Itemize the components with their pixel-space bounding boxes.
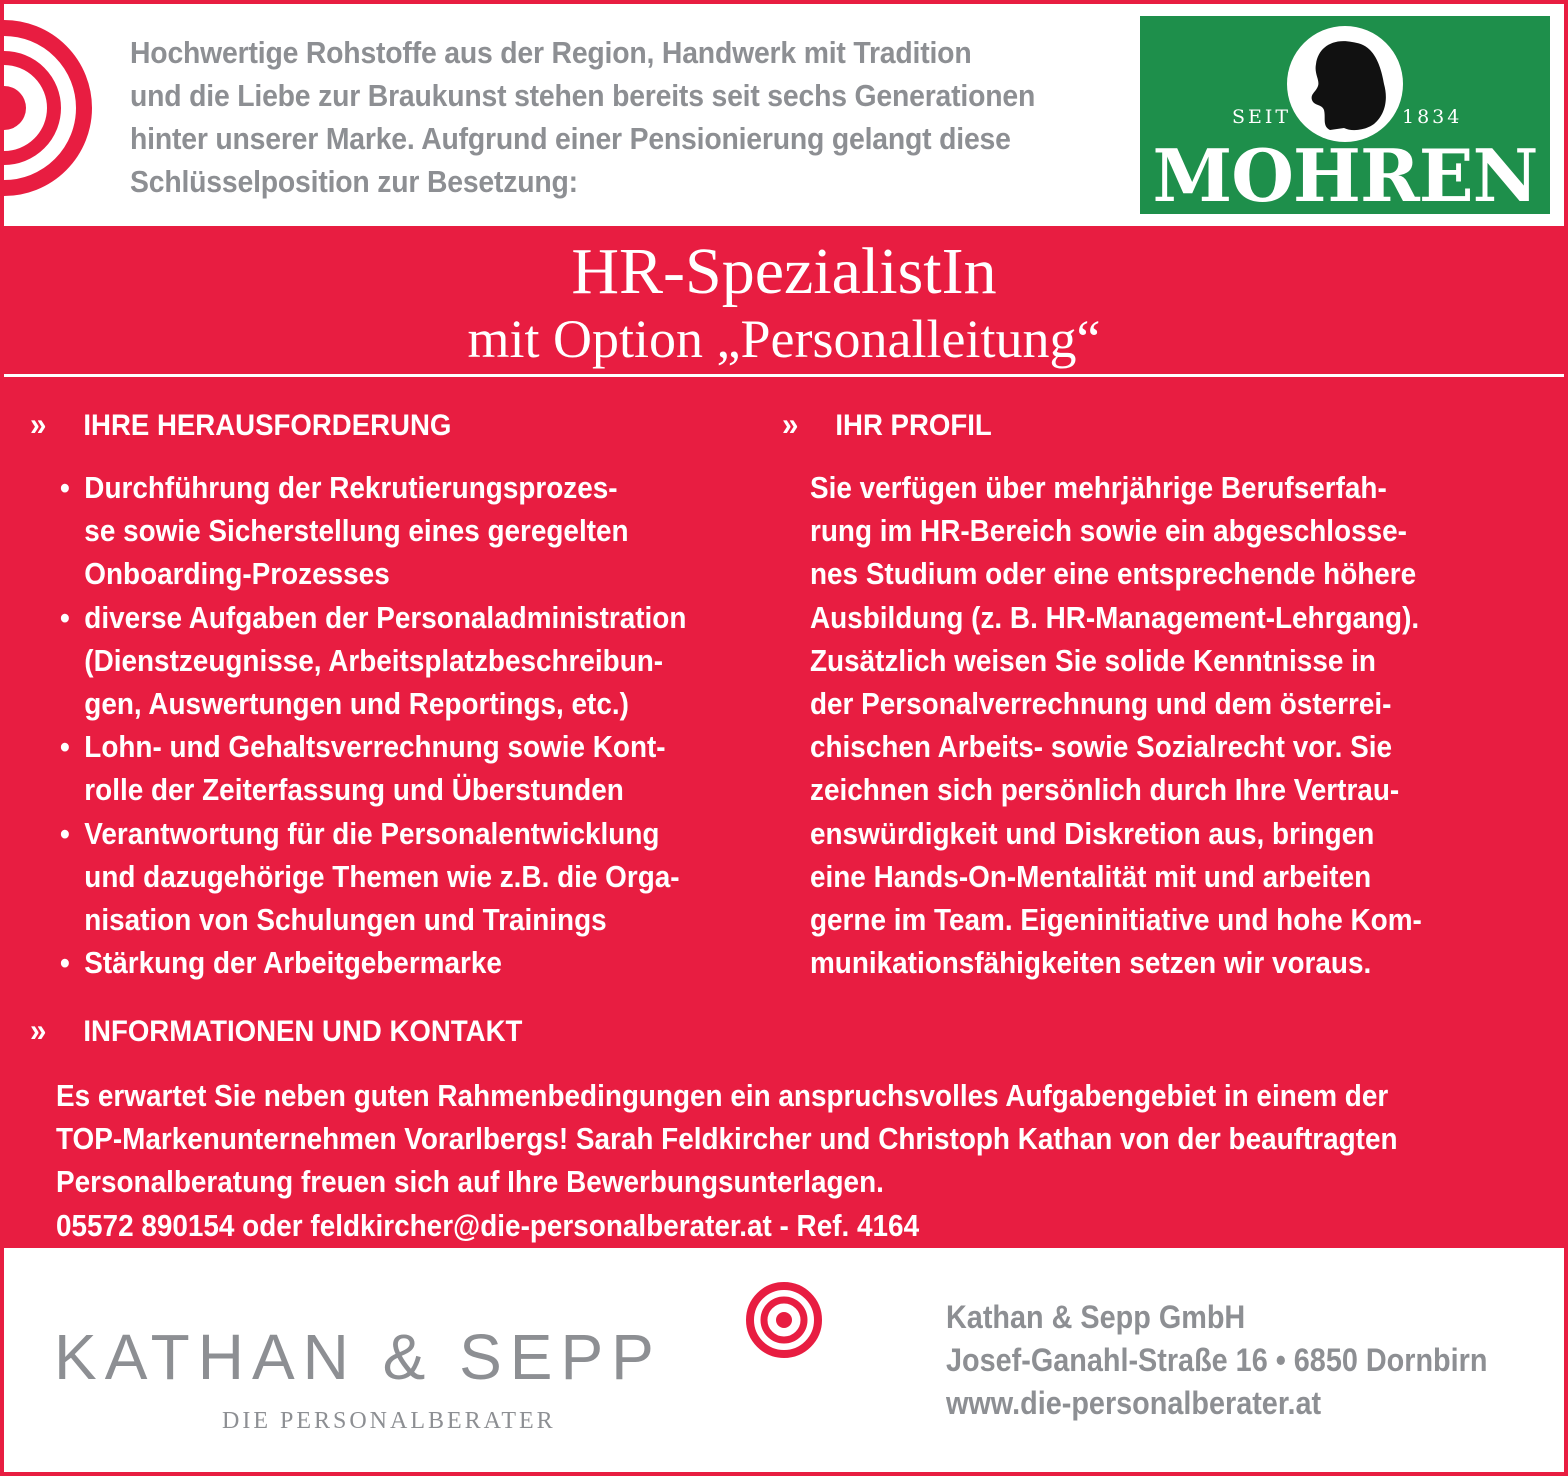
list-item: • Stärkung der Arbeitgebermarke: [60, 941, 762, 984]
list-item: • Verantwortung für die Personalentwicklung und dazugehörige Themen wie z.B. die Orga- nisation von Schulungen und Trainings: [60, 812, 762, 942]
job-subtitle: mit Option „Personalleitung“: [467, 309, 1101, 369]
divider: [4, 374, 1564, 377]
kathan-sepp-logo: KATHAN & SEPP: [54, 1321, 662, 1393]
list-item: • diverse Aufgaben der Personaladministration (Dienstzeugnisse, Arbeitsplatzbeschreibun- gen, Auswertungen und Reportings, etc.): [60, 596, 762, 726]
intro-text: Hochwertige Rohstoffe aus der Region, Handwerk mit Tradition und die Liebe zur Braukunst stehen bereits seit sechs Generationen hinter unserer Marke. Aufgrund einer Pensionierung gelangt diese Schlüsselposition zur Besetzung:: [130, 36, 1036, 199]
contact-heading: » INFORMATIONEN UND KONTAKT: [30, 1012, 523, 1048]
header-section: [4, 4, 1564, 226]
logo-subtitle: DIE PERSONALBERATER: [222, 1408, 556, 1434]
chevron-right-icon: »: [30, 406, 41, 442]
company-name: Kathan & Sepp GmbH: [946, 1299, 1246, 1335]
main-section: [4, 226, 1564, 1248]
contact-text: Es erwartet Sie neben guten Rahmenbedingungen ein anspruchsvolles Aufgabengebiet in einem der TOP-Markenunternehmen Vorarlbergs! Sarah Feldkircher und Christoph Kathan von der beauftragten Personalberatung freuen sich auf Ihre Bewerbungsunterlagen. 05572 890154 oder feldkircher@die-personalberater.at - Ref. 4164: [56, 1078, 1398, 1243]
chevron-right-icon: »: [30, 1012, 41, 1048]
logo-name: MOHREN: [1152, 133, 1538, 214]
silhouette-icon: [1282, 24, 1408, 144]
profile-heading: » IHR PROFIL: [782, 406, 992, 442]
target-icon: [744, 1280, 824, 1360]
chevron-right-icon: »: [782, 406, 793, 442]
profile-text: Sie verfügen über mehrjährige Berufserfah- rung im HR-Bereich sowie ein abgeschlosse- nes Studium oder eine entsprechende höhere Ausbildung (z. B. HR-Management-Lehrgang). Zusätzlich weisen Sie solide Kenntnisse in der Personalverrechnung und dem österrei- chischen Arbeits- sowie Sozialrecht vor. Sie zeichnen sich persönlich durch Ihre Vertrau- enswürdigkeit und Diskretion aus, bringen eine Hands-On-Mentalität mit und arbeiten gerne im Team. Eigeninitiative und hohe Kom- munikationsfähigkeiten setzen wir voraus.: [810, 470, 1422, 981]
list-item: • Durchführung der Rekrutierungsprozes- se sowie Sicherstellung eines geregelten Onboarding-Prozesses: [60, 466, 762, 596]
challenge-heading: » IHRE HERAUSFORDERUNG: [30, 406, 452, 442]
logo-seit: SEIT: [1232, 106, 1292, 128]
logo-year: 1834: [1402, 106, 1463, 128]
job-title: HR-SpezialistIn: [571, 235, 997, 308]
company-address: [946, 1296, 1487, 1425]
challenge-list: [60, 466, 762, 984]
street-address: Josef-Ganahl-Straße 16 • 6850 Dornbirn: [946, 1342, 1488, 1378]
website-link[interactable]: www.die-personalberater.at: [946, 1385, 1322, 1421]
footer-section: [4, 1248, 1564, 1472]
contact-details[interactable]: 05572 890154 oder feldkircher@die-personalberater.at - Ref. 4164: [56, 1207, 920, 1243]
list-item: • Lohn- und Gehaltsverrechnung sowie Kont- rolle der Zeiterfassung und Überstunden: [60, 725, 762, 811]
mohren-logo: [1140, 16, 1550, 214]
target-icon: [0, 18, 94, 198]
